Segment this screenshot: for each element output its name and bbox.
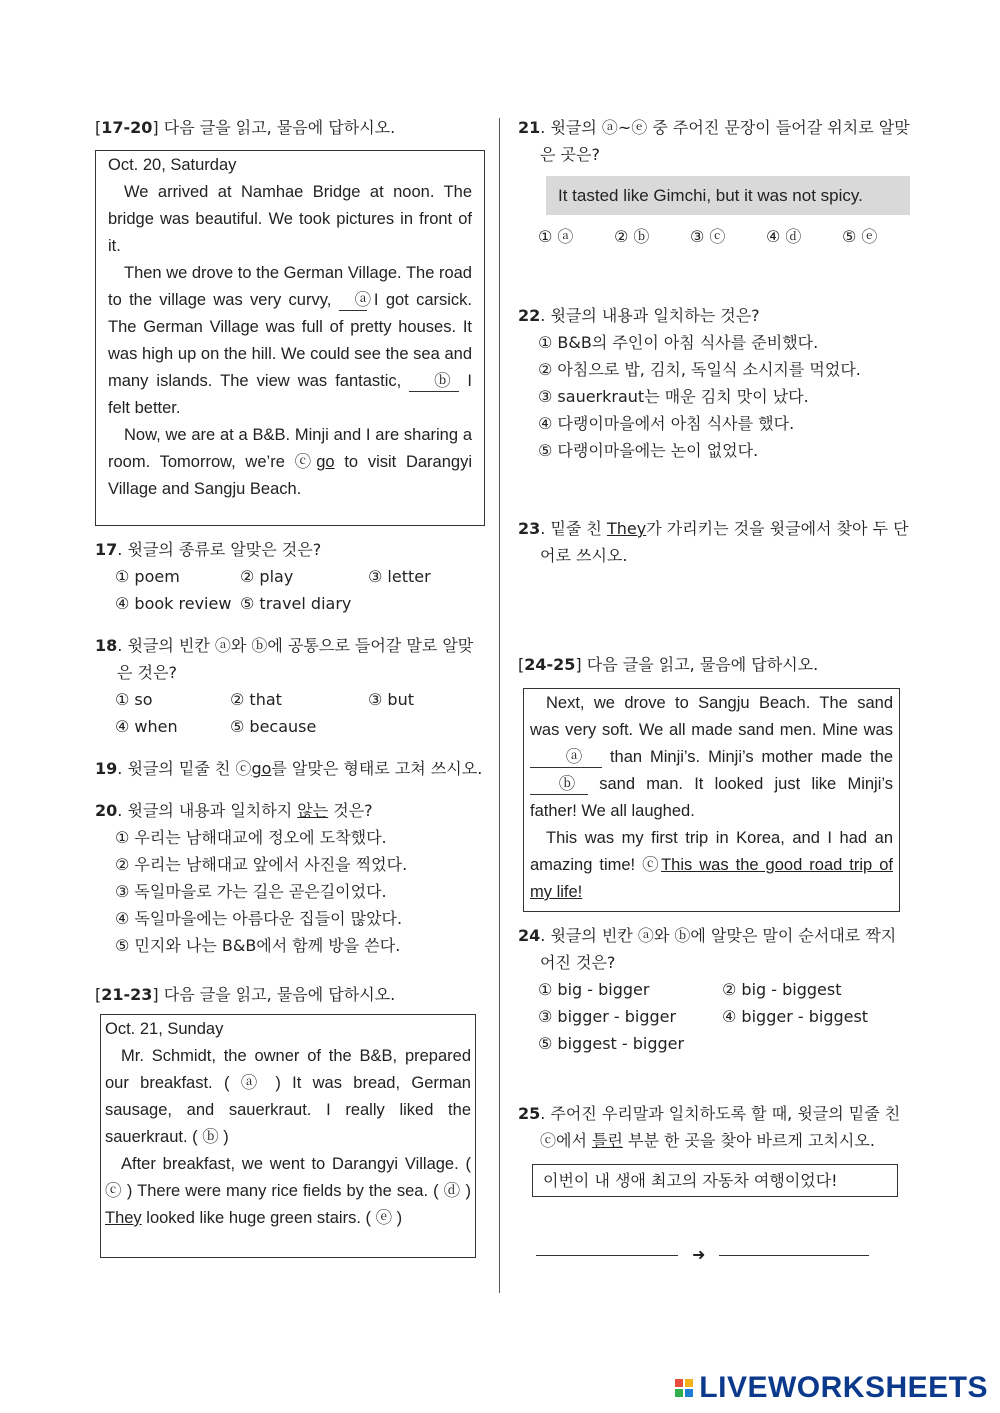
left-column [95, 114, 485, 1258]
question-20: 20. 윗글의 내용과 일치하지 않는 것은? ① 우리는 남해대교에 정오에 도착했다. ② 우리는 남해대교 앞에서 사진을 찍었다. ③ 독일마을로 가는 길은 곧은길이었다. ④ 독일마을에는 아름다운 집들이 많았다. ⑤ 민지와 나는 B&B에서 함께 방을 쓴다. [95, 797, 485, 959]
passage-oct-21 [100, 1014, 476, 1258]
question-24: 24. 윗글의 빈칸 ⓐ와 ⓑ에 알맞은 말이 순서대로 짝지어진 것은? ① big - bigger ② big - biggest ③ bigger - bigger ④ bigger - biggest ⑤ biggest - bigger [518, 922, 910, 1057]
given-sentence: It tasted like Gimchi, but it was not spicy. [546, 176, 910, 215]
section-header-24-25: [24-25] 다음 글을 읽고, 물음에 답하시오. [518, 655, 819, 674]
option[interactable]: ④ 독일마을에는 아름다운 집들이 많았다. [115, 909, 403, 928]
passage-paragraph: Next, we drove to Sangju Beach. The sand was very soft. We all made sand men. Mine was ⓐ than Minji’s. Minji’s mother made the ⓑ sand man. It looked just like Minji’s father! We all laughed. [530, 694, 893, 820]
option[interactable]: ⑤ biggest - bigger [538, 1034, 685, 1053]
passage-paragraph: Then we drove to the German Village. The road to the village was very curvy, ⓐ I got carsick. The German Village was full of pretty houses. It was high up on the hill. We could see the sea and many islands. The view was fantastic, ⓑ I felt better. [108, 264, 472, 417]
right-column [518, 114, 910, 1268]
option[interactable]: ① so [115, 690, 153, 709]
korean-translation-box: 이번이 내 생애 최고의 자동차 여행이었다! [532, 1164, 898, 1197]
option[interactable]: ④ ⓓ [766, 227, 802, 246]
section-header-21-23: [21-23] 다음 글을 읽고, 물음에 답하시오. [95, 985, 396, 1004]
question-25: 25. 주어진 우리말과 일치하도록 할 때, 윗글의 밑줄 친 ⓒ에서 틀린 부분 한 곳을 찾아 바르게 고치시오. 이번이 내 생애 최고의 자동차 여행이었다! ➜ [518, 1100, 910, 1268]
option[interactable]: ④ 다랭이마을에서 아침 식사를 했다. [538, 414, 795, 433]
option[interactable]: ① poem [115, 567, 180, 586]
arrow-icon: ➜ [692, 1245, 706, 1264]
column-divider [499, 118, 500, 1293]
passage-sangju-beach [523, 688, 900, 912]
question-18: 18. 윗글의 빈칸 ⓐ와 ⓑ에 공통으로 들어갈 말로 알맞은 것은? ① so ② that ③ but ④ when ⑤ because [95, 632, 485, 740]
option[interactable]: ③ but [368, 690, 414, 709]
underlined-go: go [316, 453, 335, 471]
option[interactable]: ① ⓐ [538, 227, 574, 246]
option[interactable]: ② that [230, 690, 282, 709]
liveworksheets-logo: LIVEWORKSHEETS [675, 1374, 988, 1401]
wrong-part-input[interactable] [536, 1255, 678, 1256]
passage-date: Oct. 21, Sunday [105, 1020, 224, 1038]
option[interactable]: ② ⓑ [614, 227, 650, 246]
option[interactable]: ④ when [115, 717, 178, 736]
option[interactable]: ⑤ 민지와 나는 B&B에서 함께 방을 쓴다. [115, 936, 401, 955]
correction-input[interactable] [719, 1255, 869, 1256]
option[interactable]: ① 우리는 남해대교에 정오에 도착했다. [115, 828, 387, 847]
option[interactable]: ① B&B의 주인이 아침 식사를 준비했다. [538, 333, 819, 352]
option[interactable]: ③ bigger - bigger [538, 1007, 677, 1026]
option[interactable]: ③ letter [368, 567, 431, 586]
blank-b: ⓑ [530, 774, 588, 795]
option[interactable]: ⑤ ⓔ [842, 227, 878, 246]
option[interactable]: ③ ⓒ [690, 227, 726, 246]
passage-paragraph: Now, we are at a B&B. Minji and I are sharing a room. Tomorrow, we’re ⓒgo to visit Darangyi Village and Sangju Beach. [108, 426, 472, 498]
logo-icon [675, 1379, 693, 1397]
question-17: 17. 윗글의 종류로 알맞은 것은? ① poem ② play ③ letter ④ book review ⑤ travel diary [95, 536, 485, 617]
option[interactable]: ② big - biggest [722, 980, 842, 999]
option[interactable]: ④ book review [115, 594, 232, 613]
option[interactable]: ③ 독일마을로 가는 길은 곧은길이었다. [115, 882, 387, 901]
option[interactable]: ④ bigger - biggest [722, 1007, 869, 1026]
blank-a: ⓐ [339, 290, 367, 311]
option[interactable]: ① big - bigger [538, 980, 650, 999]
blank-b: ⓑ [409, 371, 459, 392]
option[interactable]: ③ sauerkraut는 매운 김치 맛이 났다. [538, 387, 809, 406]
question-21: 21. 윗글의 ⓐ~ⓔ 중 주어진 문장이 들어갈 위치로 알맞은 곳은? It tasted like Gimchi, but it was not spicy. ① ⓐ ② ⓑ ③ ⓒ ④ ⓓ ⑤ ⓔ [518, 114, 910, 250]
option[interactable]: ② play [240, 567, 294, 586]
question-22: 22. 윗글의 내용과 일치하는 것은? ① B&B의 주인이 아침 식사를 준비했다. ② 아침으로 밥, 김치, 독일식 소시지를 먹었다. ③ sauerkraut는 매운 김치 맛이 났다. ④ 다랭이마을에서 아침 식사를 했다. ⑤ 다랭이마을에는 논이 없었다. [518, 302, 910, 464]
option[interactable]: ⑤ travel diary [240, 594, 352, 613]
question-23: 23. 밑줄 친 They가 가리키는 것을 윗글에서 찾아 두 단어로 쓰시오. [518, 519, 909, 565]
passage-paragraph: This was my first trip in Korea, and I had an amazing time! ⓒThis was the good road trip of my life! [530, 829, 893, 901]
option[interactable]: ⑤ 다랭이마을에는 논이 없었다. [538, 441, 759, 460]
section-header-17-20: [17-20] 다음 글을 읽고, 물음에 답하시오. [95, 118, 396, 137]
passage-paragraph: Mr. Schmidt, the owner of the B&B, prepared our breakfast. ( ⓐ ) It was bread, German sausage, and sauerkraut. I really liked the sauerkraut. ( ⓑ ) [105, 1047, 471, 1146]
option[interactable]: ⑤ because [230, 717, 317, 736]
option[interactable]: ② 아침으로 밥, 김치, 독일식 소시지를 먹었다. [538, 360, 861, 379]
option[interactable]: ② 우리는 남해대교 앞에서 사진을 찍었다. [115, 855, 408, 874]
question-19: 19. 윗글의 밑줄 친 ⓒgo를 알맞은 형태로 고쳐 쓰시오. [95, 759, 483, 778]
passage-date: Oct. 20, Saturday [108, 156, 237, 174]
blank-a: ⓐ [530, 747, 602, 768]
passage-paragraph: We arrived at Namhae Bridge at noon. The bridge was beautiful. We took pictures in front of it. [108, 183, 472, 255]
passage-paragraph: After breakfast, we went to Darangyi Village. ( ⓒ ) There were many rice fields by the sea. ( ⓓ ) They looked like huge green stairs. ( ⓔ ) [105, 1155, 471, 1227]
underlined-sentence-c: This was the good road trip of my life! [530, 856, 893, 901]
passage-oct-20 [95, 150, 485, 526]
answer-lines [536, 1241, 910, 1268]
underlined-they: They [105, 1209, 142, 1227]
